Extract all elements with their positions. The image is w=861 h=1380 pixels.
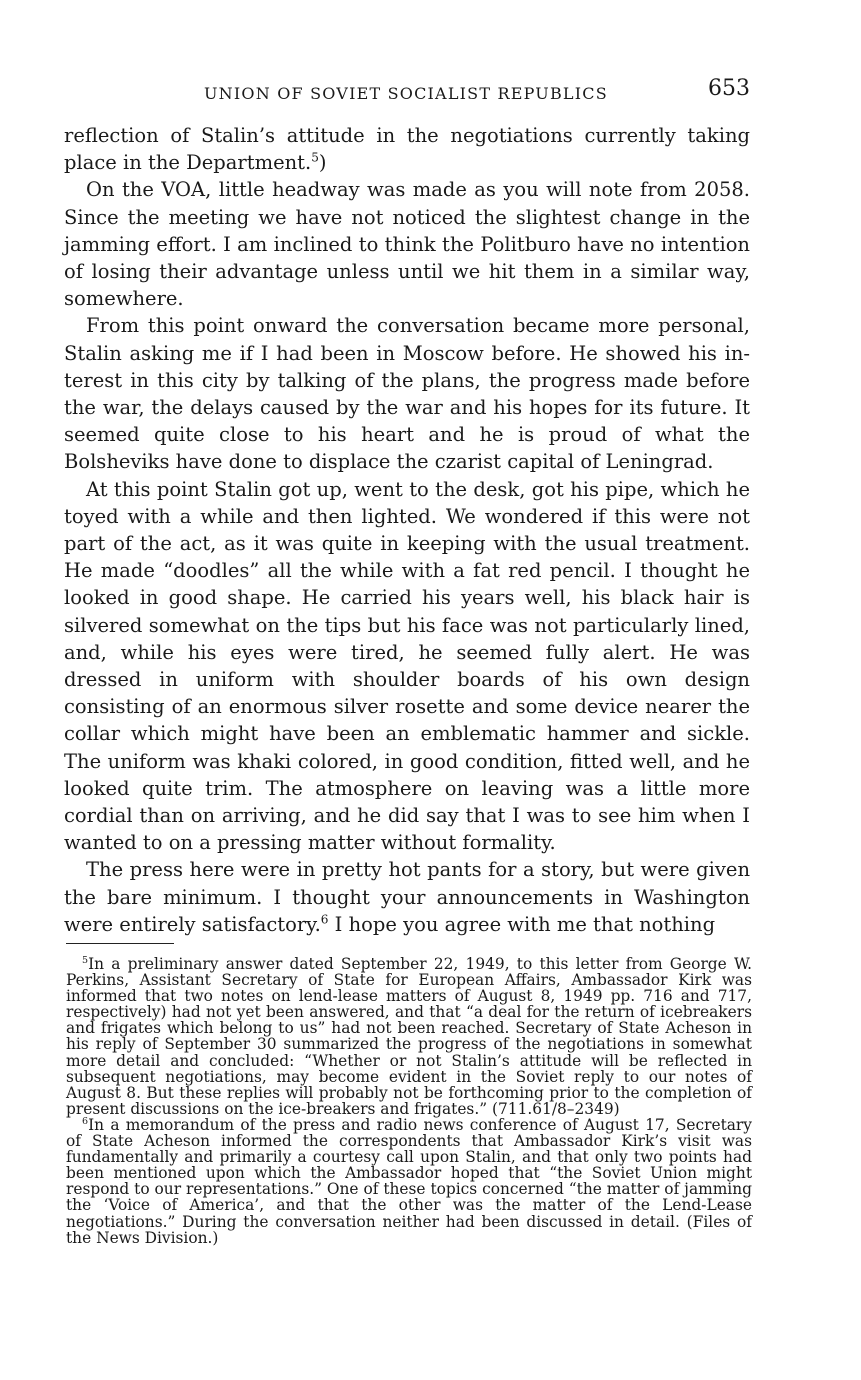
footnote-reference-5: 5 [311, 150, 319, 165]
footnote-marker: 6 [82, 1115, 89, 1127]
footnote-5 [66, 956, 752, 1117]
body-text [64, 122, 750, 938]
footnotes [66, 956, 752, 1246]
footnote-text: In a preliminary answer dated September 22, 1949, to this letter from George W. Perkins, Assistant Secretary of State for European Affairs, Ambassador Kirk was informed that two notes on lend-lease matters of August 8, 1949 pp. 716 and 717, respectively) had not yet been answered, and that “a deal for the return of icebreakers and frigates which belong to us” had not been reached. Secretary of State Acheson in his reply of September 30 summarized the progress of the negotiations in somewhat more detail and concluded: “Whether or not Stalin’s attitude will be reflected in subsequent negotiations, may become evident in the Soviet reply to our notes of August 8. But these replies will probably not be forthcoming prior to the completion of present discussions on the ice-breakers and frigates.” (711.61/8–2349) [66, 955, 752, 1118]
page-number: 653 [708, 76, 750, 101]
paragraph-continuation [64, 122, 750, 176]
running-head: UNION OF SOVIET SOCIALIST REPUBLICS [204, 84, 608, 103]
closing-paren: ) [318, 151, 327, 175]
footnote-6 [66, 1117, 752, 1246]
paragraph-text: The press here were in pretty hot pants for a story, but were given the bare minimum. I thought your announcements in Washington were entirely satisfactory. [64, 858, 750, 936]
paragraph-press [64, 856, 750, 938]
footnote-divider [66, 943, 174, 944]
page-header [64, 74, 750, 106]
paragraph-text-continued: I hope you agree with me that nothing [328, 912, 716, 936]
paragraph-voa: On the VOA, little headway was made as you will note from 2058. Since the meeting we have not noticed the slightest change in the jamming effort. I am inclined to think the Politburo have no intention of losing their advantage unless until we hit them in a similar way, somewhere. [64, 178, 750, 311]
footnote-marker: 5 [82, 954, 89, 966]
paragraph-text: reflection of Stalin’s attitude in the negotiations currently taking place in the Department. [64, 124, 750, 175]
paragraph-stalin-description: At this point Stalin got up, went to the desk, got his pipe, which he toyed with a while and then lighted. We wondered if this were not part of the act, as it was quite in keeping with the usual treatment. He made “doodles” all the while with a fat red pencil. I thought he looked in good shape. He carried his years well, his black hair is silvered somewhat on the tips but his face was not particularly lined, and, while his eyes were tired, he seemed fully alert. He was dressed in uniform with shoulder boards of his own design consisting of an enormous silver rosette and some device nearer the collar which might have been an emblematic hammer and sickle. The uniform was khaki colored, in good condition, fitted well, and he looked quite trim. The atmosphere on leaving was a little more cordial than on arriving, and he did say that I was to see him when I wanted to on a pressing matter without formality. [64, 477, 750, 855]
footnote-reference-6: 6 [320, 912, 329, 927]
paragraph-conversation: From this point onward the conversation became more personal, Stalin asking me if I had been in Moscow before. He showed his interest in this city by talking of the plans, the progress made before the war, the delays caused by the war and his hopes for its future. It seemed quite close to his heart and he is proud of what the Bolsheviks have done to displace the czarist capital of Leningrad. [64, 314, 750, 474]
footnote-text: In a memorandum of the press and radio news conference of August 17, Secretary of State Acheson informed the correspondents that Ambassador Kirk’s visit was fundamentally and primarily a courtesy call upon Stalin, and that only two points had been mentioned upon which the Ambassador hoped that “the Soviet Union might respond to our representations.” One of these topics concerned “the matter of jamming the ‘Voice of America’, and that the other was the matter of the Lend-Lease negotiations.” During the conversation neither had been discussed in detail. (Files of the News Division.) [66, 1115, 752, 1247]
